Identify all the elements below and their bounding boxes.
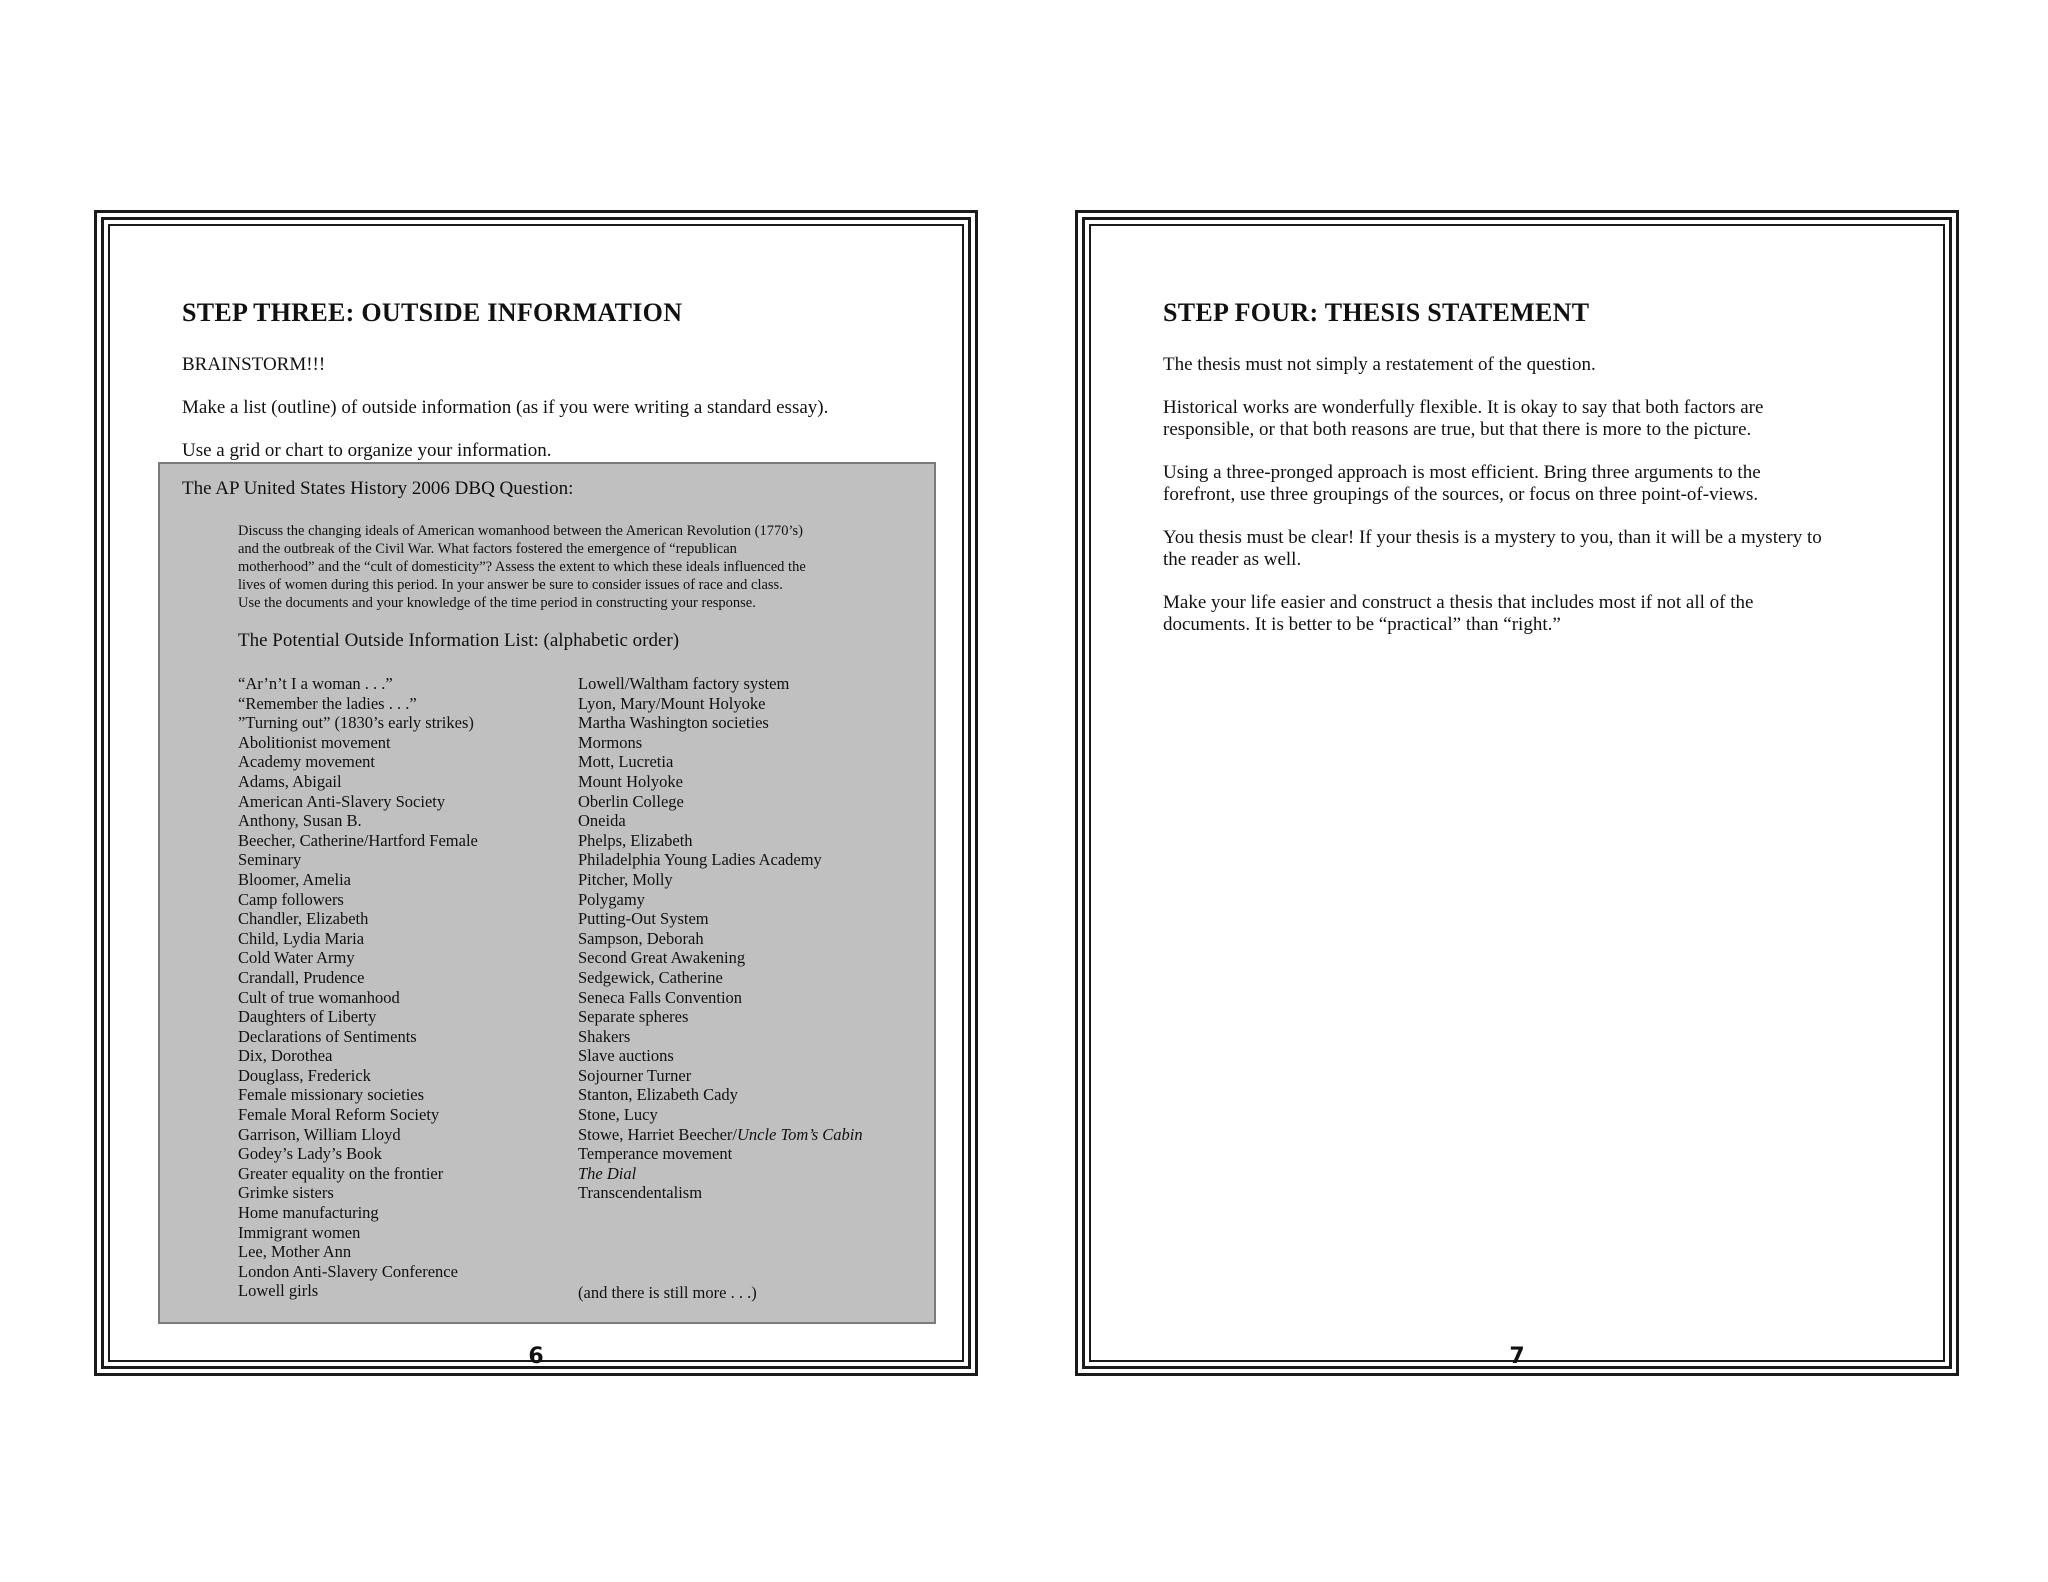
list-item: Declarations of Sentiments — [238, 1026, 417, 1046]
list-item: Academy movement — [238, 752, 375, 772]
list-item: American Anti-Slavery Society — [238, 791, 446, 811]
list-item: Sedgewick, Catherine — [578, 967, 723, 987]
list-item: Douglass, Frederick — [238, 1065, 371, 1085]
list-item: Chandler, Elizabeth — [238, 909, 369, 929]
list-item: Abolitionist movement — [238, 732, 391, 752]
list-item: Shakers — [578, 1026, 631, 1046]
list-item: Mott, Lucretia — [578, 752, 674, 772]
dbq-question-text — [238, 522, 918, 612]
outside-info-column-two — [578, 674, 863, 1203]
list-item: Transcendentalism — [578, 1183, 703, 1203]
paragraph-line: the reader as well. — [1163, 548, 1302, 570]
list-item: Seminary — [238, 850, 302, 870]
list-item: Stone, Lucy — [578, 1105, 658, 1125]
list-item: Sampson, Deborah — [578, 928, 704, 948]
list-item: Grimke sisters — [238, 1183, 334, 1203]
list-item: Lee, Mother Ann — [238, 1242, 352, 1262]
dbq-box-title: The AP United States History 2006 DBQ Question: — [182, 478, 574, 499]
list-item: Pitcher, Molly — [578, 869, 673, 889]
page-number: 6 — [528, 1344, 544, 1369]
dbq-question-box — [158, 462, 936, 1324]
step-four-heading: STEP FOUR: THESIS STATEMENT — [1163, 298, 1590, 327]
question-line: and the outbreak of the Civil War. What factors fostered the emergence of “republican — [238, 541, 737, 557]
use-grid-instruction: Use a grid or chart to organize your information. — [182, 440, 552, 461]
question-line: Discuss the changing ideals of American womanhood between the American Revolution (1770’s) — [238, 523, 803, 539]
list-item: Female Moral Reform Society — [238, 1105, 440, 1125]
question-line: Use the documents and your knowledge of the time period in constructing your response. — [238, 595, 756, 611]
list-item: Female missionary societies — [238, 1085, 425, 1105]
list-item: The Dial — [578, 1163, 637, 1183]
question-line: motherhood” and the “cult of domesticity”? Assess the extent to which these ideals influenced the — [238, 559, 806, 575]
list-item: Child, Lydia Maria — [238, 928, 365, 948]
list-item: Martha Washington societies — [578, 713, 769, 733]
list-item: “Remember the ladies . . .” — [238, 693, 417, 713]
page-seven — [1075, 210, 1959, 1376]
list-item: Adams, Abigail — [238, 771, 342, 791]
list-item: Stowe, Harriet Beecher/Uncle Tom’s Cabin — [578, 1124, 863, 1144]
list-item: Lyon, Mary/Mount Holyoke — [578, 693, 766, 713]
list-item: Slave auctions — [578, 1046, 674, 1066]
list-item: Bloomer, Amelia — [238, 869, 351, 889]
paragraph-line: forefront, use three groupings of the sources, or focus on three point-of-views. — [1163, 483, 1759, 505]
list-item: Mormons — [578, 732, 643, 752]
make-list-instruction: Make a list (outline) of outside information (as if you were writing a standard essay). — [182, 397, 829, 418]
list-item: Garrison, William Lloyd — [238, 1124, 401, 1144]
list-item: Mount Holyoke — [578, 771, 683, 791]
page-content — [108, 224, 964, 1369]
list-item: Philadelphia Young Ladies Academy — [578, 850, 822, 870]
page-content — [1089, 224, 1945, 1369]
list-item: Beecher, Catherine/Hartford Female — [238, 830, 478, 850]
list-item: Second Great Awakening — [578, 948, 746, 968]
list-item: “Ar’n’t I a woman . . .” — [238, 674, 393, 693]
more-note: (and there is still more . . .) — [578, 1283, 757, 1302]
list-item: Dix, Dorothea — [238, 1046, 333, 1066]
paragraph-line: You thesis must be clear! If your thesis is a mystery to you, than it will be a mystery to — [1163, 527, 1822, 548]
paragraph-line: documents. It is better to be “practical” than “right.” — [1163, 613, 1561, 635]
list-item: Putting-Out System — [578, 909, 709, 929]
step-three-heading: STEP THREE: OUTSIDE INFORMATION — [182, 298, 683, 327]
list-item: Lowell girls — [238, 1281, 319, 1301]
paragraph-line: Make your life easier and construct a thesis that includes most if not all of the — [1163, 592, 1754, 613]
page-six — [94, 210, 978, 1376]
list-item: Lowell/Waltham factory system — [578, 674, 790, 693]
thesis-paragraph-5 — [1163, 592, 1753, 635]
paragraph-line: Historical works are wonderfully flexible. It is okay to say that both factors are — [1163, 397, 1764, 418]
list-item: Home manufacturing — [238, 1203, 379, 1223]
list-item: Daughters of Liberty — [238, 1007, 377, 1027]
question-line: lives of women during this period. In your answer be sure to consider issues of race and class. — [238, 577, 783, 593]
thesis-paragraph-3 — [1163, 462, 1761, 505]
thesis-paragraph-2 — [1163, 397, 1763, 440]
list-item: Cold Water Army — [238, 948, 355, 968]
page-border — [101, 217, 971, 1369]
list-item: Oneida — [578, 811, 626, 831]
list-item: ”Turning out” (1830’s early strikes) — [238, 713, 474, 733]
list-item: Polygamy — [578, 889, 645, 909]
outside-info-column-one — [238, 674, 478, 1301]
page-number: 7 — [1509, 1344, 1525, 1369]
list-item: Greater equality on the frontier — [238, 1163, 444, 1183]
list-item: Seneca Falls Convention — [578, 987, 743, 1007]
list-item: Phelps, Elizabeth — [578, 830, 693, 850]
paragraph-line: Using a three-pronged approach is most efficient. Bring three arguments to the — [1163, 462, 1761, 483]
list-item: Oberlin College — [578, 791, 684, 811]
book-title: Uncle Tom’s Cabin — [736, 1124, 863, 1144]
list-item: Separate spheres — [578, 1007, 689, 1027]
list-item: Crandall, Prudence — [238, 967, 365, 987]
outside-info-list-title: The Potential Outside Information List: (alphabetic order) — [238, 630, 680, 651]
list-item: Stanton, Elizabeth Cady — [578, 1085, 738, 1105]
page-border — [1082, 217, 1952, 1369]
list-item: Sojourner Turner — [578, 1065, 692, 1085]
list-item: Godey’s Lady’s Book — [238, 1144, 382, 1164]
thesis-paragraph-1: The thesis must not simply a restatement of the question. — [1163, 354, 1596, 375]
list-item: Camp followers — [238, 889, 344, 909]
paragraph-line: responsible, or that both reasons are true, but that there is more to the picture. — [1163, 418, 1752, 440]
list-item: Temperance movement — [578, 1144, 733, 1164]
list-item: Cult of true womanhood — [238, 987, 400, 1007]
brainstorm-text: BRAINSTORM!!! — [182, 354, 326, 375]
list-item: London Anti-Slavery Conference — [238, 1261, 458, 1281]
list-item: Anthony, Susan B. — [238, 811, 362, 831]
list-item: Immigrant women — [238, 1222, 361, 1242]
thesis-paragraph-4 — [1163, 527, 1822, 570]
